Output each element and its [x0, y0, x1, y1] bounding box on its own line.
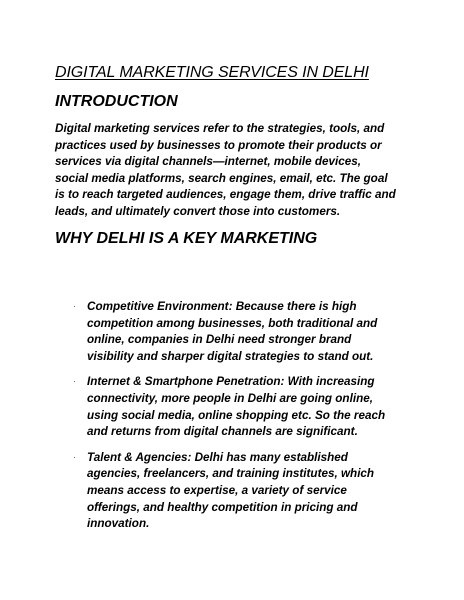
- intro-line: Digital marketing services refer to the strategies, tools, and: [55, 122, 385, 135]
- list-item-line: visibility and sharper digital strategies to stand out.: [87, 349, 374, 363]
- list-item-line: Competitive Environment: Because there is high: [87, 300, 357, 313]
- list-item-line: online, companies in Delhi need stronger brand: [87, 333, 352, 347]
- list-item-text: [87, 450, 415, 533]
- list-item-text: [87, 374, 415, 440]
- list-item-text: [87, 299, 415, 365]
- list-item-competitive-environment: [55, 299, 415, 365]
- intro-line: is to reach targeted audiences, engage them, drive traffic and: [55, 188, 396, 202]
- why-delhi-heading: WHY DELHI IS A KEY MARKETING: [55, 230, 318, 247]
- intro-line: leads, and ultimately convert those into customers.: [55, 204, 341, 218]
- bullet-marker: ·: [73, 301, 76, 311]
- list-item-line: agencies, freelancers, and training institutes, which: [87, 467, 375, 481]
- list-item-talent-agencies: [55, 450, 415, 533]
- bullet-marker: ·: [73, 451, 76, 462]
- list-item-line: Internet & Smartphone Penetration: With increasing: [87, 375, 375, 389]
- introduction-heading: INTRODUCTION: [55, 93, 178, 110]
- list-item-line: using social media, online shopping etc. So the reach: [87, 408, 386, 422]
- list-item-line: connectivity, more people in Delhi are going online,: [87, 391, 373, 405]
- document-title: DIGITAL MARKETING SERVICES IN DELHI: [55, 64, 369, 81]
- list-item-line: means access to expertise, a variety of service: [87, 483, 347, 497]
- list-item-internet-smartphone: [55, 374, 415, 440]
- introduction-paragraph: [55, 121, 405, 221]
- list-item-line: innovation.: [87, 517, 150, 531]
- intro-line: social media platforms, search engines, email, etc. The goal: [55, 171, 388, 185]
- reasons-list: [55, 299, 415, 542]
- list-item-line: offerings, and healthy competition in pricing and: [87, 500, 358, 514]
- intro-line: practices used by businesses to promote their products or: [55, 138, 382, 152]
- bullet-marker: ·: [73, 376, 76, 387]
- list-item-line: competition among businesses, both traditional and: [87, 316, 378, 330]
- list-item-line: and returns from digital channels are significant.: [87, 425, 358, 439]
- intro-line: services via digital channels—internet, mobile devices,: [55, 155, 361, 169]
- list-item-line: Talent & Agencies: Delhi has many established: [87, 450, 348, 464]
